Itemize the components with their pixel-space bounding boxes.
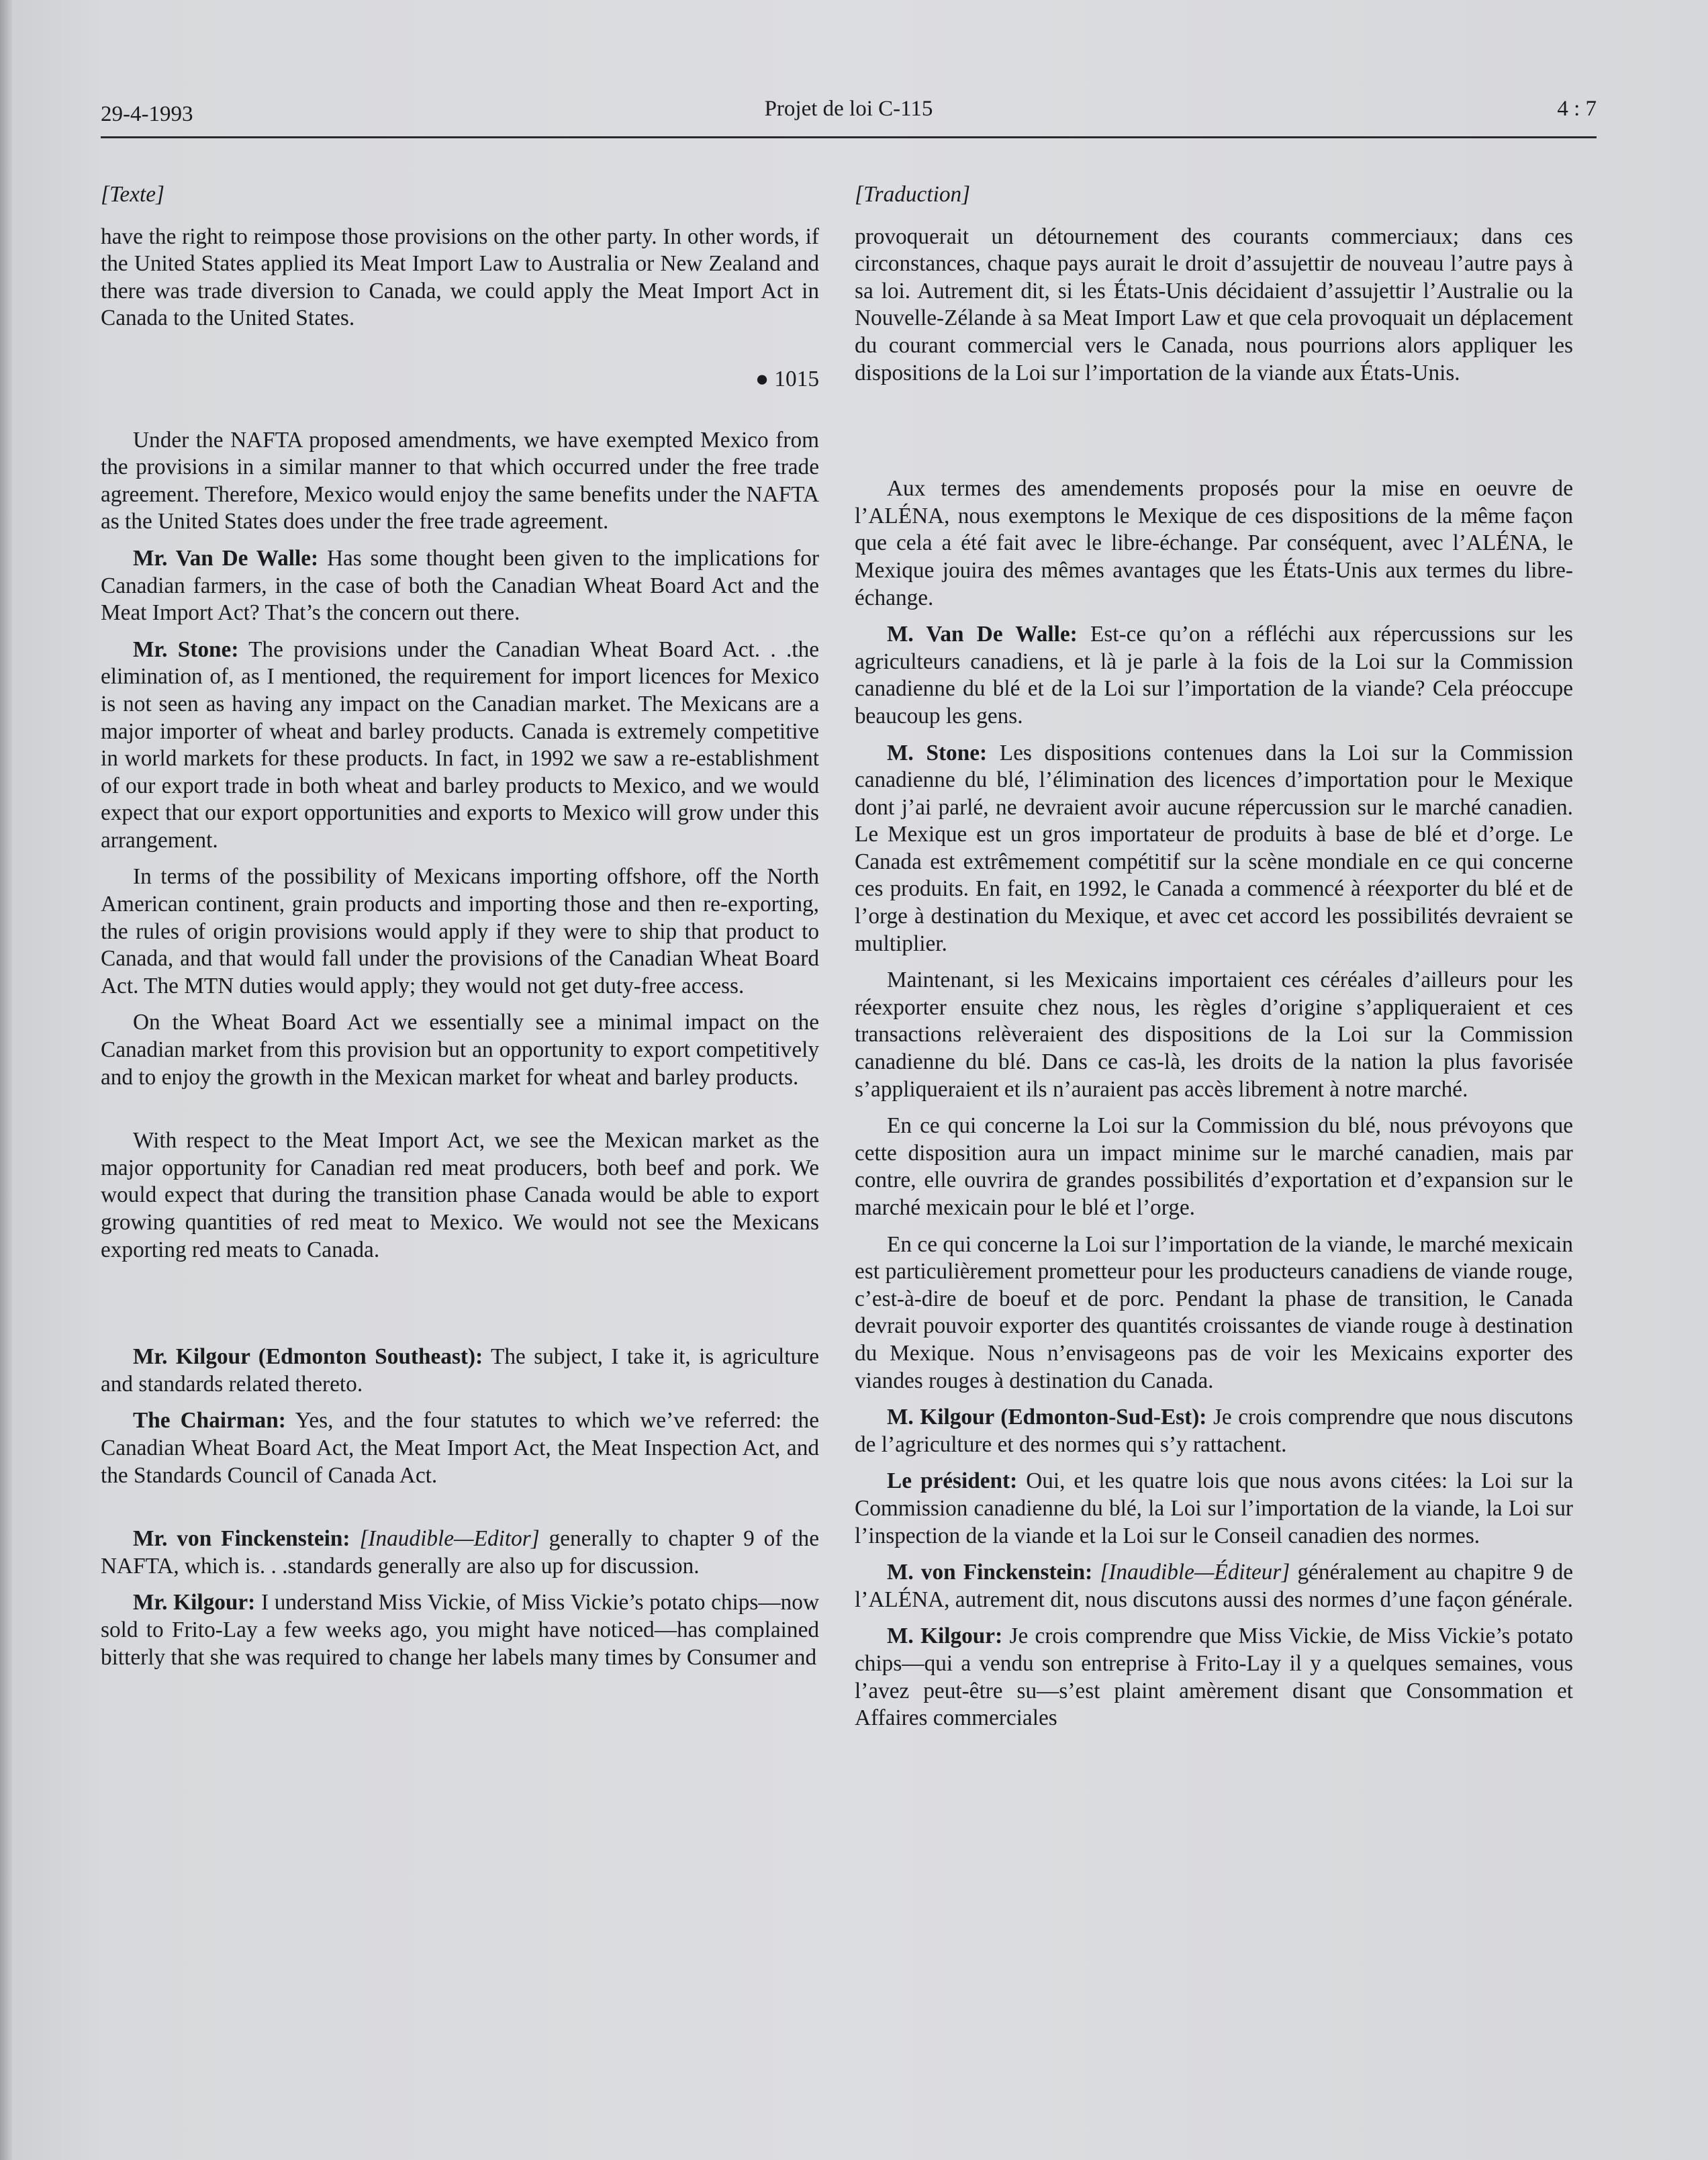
speech-text: Je crois comprendre que nous discutons de l’agriculture et des normes qui s’y rattachent. — [855, 1405, 1573, 1457]
speech-text: Je crois comprendre que Miss Vickie, de Miss Vickie’s potato chips—qui a vendu son entreprise à Frito-Lay il y a quelques semaines, vous l’avez peut-être su—s’est plaint amèrement disant que Consommation et Affaires commerciales — [855, 1624, 1573, 1731]
paragraph: provoquerait un détournement des courants commerciaux; dans ces circonstances, chaque pays aurait le droit d’assujettir de nouveau l’autre pays à sa loi. Autrement dit, si les États-Unis décidaient d’assujettir l’Australie ou la Nouvelle-Zélande à sa Meat Import Law et que cela provoquait un déplacement du courant commercial vers le Canada, nous pourrions alors appliquer les dispositions de la Loi sur l’importation de la viande aux États-Unis. — [855, 224, 1573, 385]
column-label-traduction: [Traduction] — [855, 182, 971, 207]
header-page-number: 4 : 7 — [1557, 97, 1597, 121]
speaker-name: Mr. Kilgour: — [133, 1590, 256, 1615]
speech-text: I understand Miss Vickie, of Miss Vickie’s potato chips—now sold to Frito-Lay a few weeks ago, you might have noticed—has complained bitterly that she was required to change her labels many times by Consumer and — [101, 1590, 819, 1670]
speech-paragraph — [101, 1525, 819, 1580]
paragraph: Maintenant, si les Mexicains importaient ces céréales d’ailleurs pour les réexporter ensuite chez nous, les règles d’origine s’appliqueraient et ces transactions relèveraient des dispositions de la Loi sur la Commission canadienne du blé. Dans ce cas-là, les droits de la nation la plus favorisée s’appliqueraient et ils n’auraient pas accès librement à notre marché. — [855, 968, 1573, 1102]
paragraph: In terms of the possibility of Mexicans importing offshore, off the North American continent, grain products and importing those and then re-exporting, the rules of origin provisions would apply if they were to ship that product to Canada, and that would fall under the provisions of the Canadian Wheat Board Act. The MTN duties would apply; they would not get duty-free access. — [101, 864, 819, 998]
header-rule — [101, 136, 1597, 138]
paragraph: On the Wheat Board Act we essentially see a minimal impact on the Canadian market from this provision but an opportunity to export competitively and to enjoy the growth in the Mexican market for wheat and barley products. — [101, 1010, 819, 1090]
speech-text: The provisions under the Canadian Wheat Board Act. . .the elimination of, as I mentioned, the requirement for import licences for Mexico is not seen as having any impact on the Canadian market. The Mexicans are a major importer of wheat and barley products. Canada is extremely competitive in world markets for these products. In fact, in 1992 we saw a re-establishment of our export trade in both wheat and barley products to Mexico, and we would expect that our export opportunities and exports to Mexico will grow under this arrangement. — [101, 637, 819, 853]
speaker-name: The Chairman: — [133, 1408, 286, 1434]
speaker-name: Mr. Stone: — [133, 637, 239, 662]
editorial-note: [Inaudible—Editor] — [359, 1526, 540, 1552]
speech-text: The subject, I take it, is agriculture and standards related thereto. — [101, 1344, 819, 1397]
time-marker: ● 1015 — [755, 366, 819, 391]
speech-paragraph — [855, 1623, 1573, 1732]
speaker-name: Le président: — [887, 1468, 1018, 1494]
speaker-name: M. Stone: — [887, 740, 988, 765]
binding-shadow — [0, 0, 12, 2160]
paragraph: Aux termes des amendements proposés pour la mise en oeuvre de l’ALÉNA, nous exemptons le Mexique de ces dispositions de la même façon que cela a été fait avec le libre-échange. Par conséquent, avec l’ALÉNA, le Mexique jouira des mêmes avantages que les États-Unis aux termes du libre-échange. — [855, 476, 1573, 610]
header-date: 29-4-1993 — [101, 102, 193, 126]
paragraph: have the right to reimpose those provisions on the other party. In other words, if the United States applied its Meat Import Law to Australia or New Zealand and there was trade diversion to Canada, we could apply the Meat Import Act in Canada to the United States. — [101, 224, 819, 331]
english-column — [101, 161, 819, 2135]
editorial-note: [Inaudible—Éditeur] — [1100, 1560, 1290, 1585]
speech-text: Has some thought been given to the implications for Canadian farmers, in the case of both the Canadian Wheat Board Act and the Meat Import Act? That’s the concern out there. — [101, 545, 819, 626]
speaker-name: M. Kilgour (Edmonton-Sud-Est): — [887, 1405, 1207, 1430]
speaker-name: Mr. Kilgour (Edmonton Southeast): — [133, 1344, 483, 1370]
speech-paragraph — [101, 545, 819, 627]
speech-text: Est-ce qu’on a réfléchi aux répercussions sur les agriculteurs canadiens, et là je parle à la fois de la Loi sur la Commission canadienne du blé et de la Loi sur l’importation de la viande? Cela préoccupe beaucoup les gens. — [855, 622, 1573, 729]
speaker-name: M. Van De Walle: — [887, 622, 1078, 647]
speech-text: généralement au chapitre 9 de l’ALÉNA, autrement dit, nous discutons aussi des normes d’une façon générale. — [855, 1560, 1573, 1612]
paragraph: En ce qui concerne la Loi sur la Commission du blé, nous prévoyons que cette disposition aura un impact minime sur le marché canadien, mais par contre, elle ouvrira de grandes possibilités d’exportation et d’expansion sur le marché mexicain pour le blé et l’orge. — [855, 1113, 1573, 1220]
speech-paragraph — [855, 1404, 1573, 1458]
speech-paragraph — [101, 1589, 819, 1671]
paragraph: With respect to the Meat Import Act, we see the Mexican market as the major opportunity for Canadian red meat producers, both beef and pork. We would expect that during the transition phase Canada would be able to export growing quantities of red meat to Mexico. We would not see the Mexicans exporting red meats to Canada. — [101, 1128, 819, 1262]
speech-paragraph — [855, 1468, 1573, 1550]
speech-text: Oui, et les quatre lois que nous avons citées: la Loi sur la Commission canadienne du blé, la Loi sur l’importation de la viande, la Loi sur l’inspection de la viande et la Loi sur le Conseil canadien des normes. — [855, 1468, 1573, 1548]
header-title: Projet de loi C-115 — [764, 97, 933, 121]
speaker-name: Mr. Van De Walle: — [133, 545, 319, 571]
speech-paragraph — [855, 1559, 1573, 1613]
speech-text: generally to chapter 9 of the NAFTA, which is. . .standards generally are also up for discussion. — [101, 1526, 819, 1579]
column-label-texte: [Texte] — [101, 182, 164, 207]
french-column — [855, 161, 1573, 2135]
speech-paragraph — [855, 740, 1573, 958]
speaker-name: M. Kilgour: — [887, 1624, 1003, 1649]
speech-text: Yes, and the four statutes to which we’ve referred: the Canadian Wheat Board Act, the Meat Import Act, the Meat Inspection Act, and the Standards Council of Canada Act. — [101, 1408, 819, 1488]
page-header — [101, 94, 1597, 134]
speaker-name: M. von Finckenstein: — [887, 1560, 1093, 1585]
speech-text: Les dispositions contenues dans la Loi sur la Commission canadienne du blé, l’élimination des licences d’importation pour le Mexique dont j’ai parlé, ne devraient avoir aucune répercussion sur le marché canadien. Le Mexique est un gros importateur de produits à base de blé et d’orge. Le Canada est extrêmement compétitif sur la scène mondiale en ce qui concerne ces produits. En fait, en 1992, le Canada a commencé à réexporter du blé et de l’orge à destination du Mexique, et avec cet accord les possibilités devraient se multiplier. — [855, 740, 1573, 956]
speech-paragraph — [101, 1407, 819, 1489]
speaker-name: Mr. von Finckenstein: — [133, 1526, 350, 1552]
paragraph: En ce qui concerne la Loi sur l’importation de la viande, le marché mexicain est particulièrement prometteur pour les producteurs canadiens de viande rouge, c’est-à-dire de boeuf et de porc. Pendant la phase de transition, le Canada devrait pouvoir exporter des quantités croissantes de viande rouge à destination du Mexique. Nous n’envisageons pas de voir les Mexicains exporter des viandes rouges à destination du Canada. — [855, 1231, 1573, 1393]
speech-paragraph — [101, 1344, 819, 1398]
paragraph: Under the NAFTA proposed amendments, we have exempted Mexico from the provisions in a similar manner to that which occurred under the free trade agreement. Therefore, Mexico would enjoy the same benefits under the NAFTA as the United States does under the free trade agreement. — [101, 427, 819, 534]
speech-paragraph — [101, 637, 819, 855]
speech-paragraph — [855, 621, 1573, 730]
